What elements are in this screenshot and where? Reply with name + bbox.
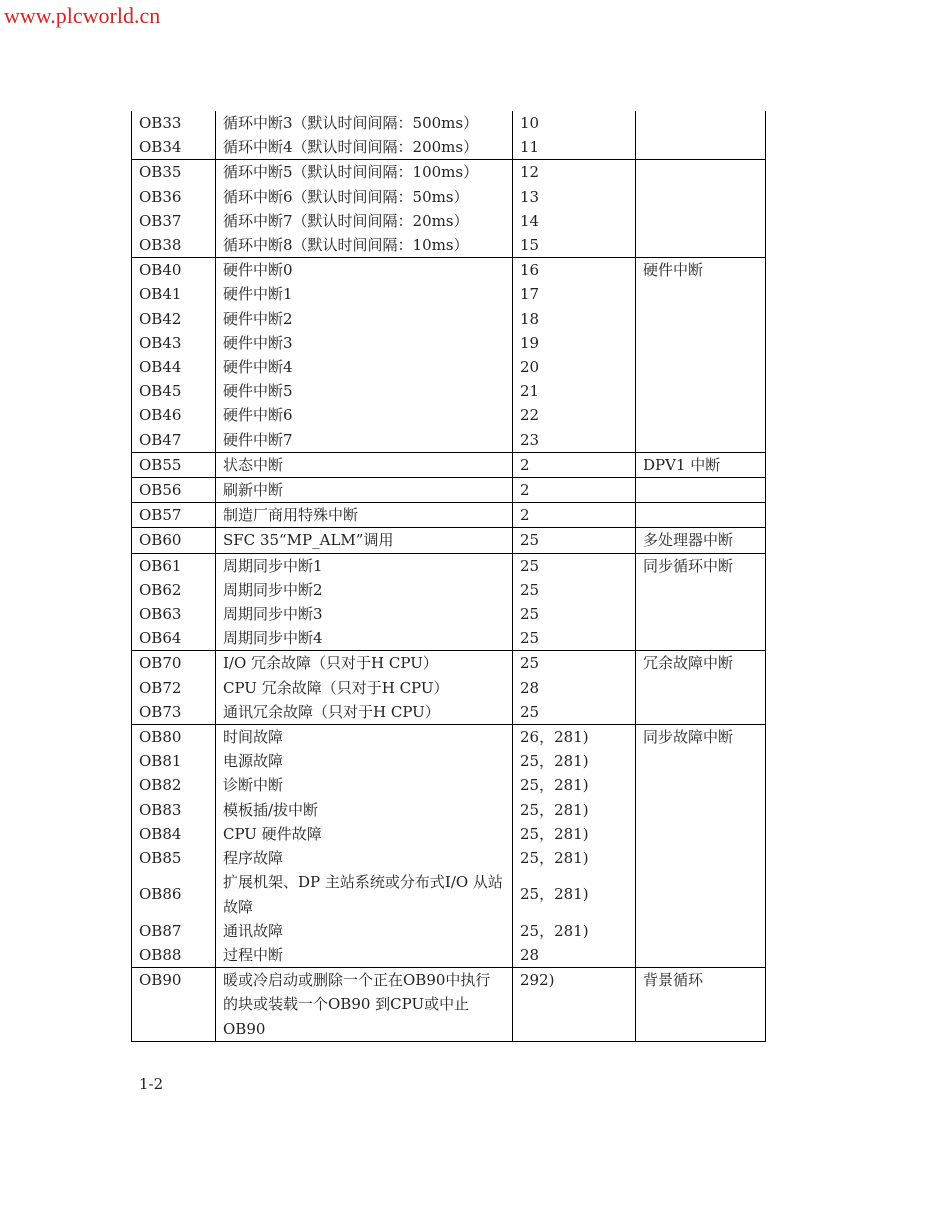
table-group (132, 258, 766, 453)
ob-number: OB64 (132, 626, 216, 651)
ob-description: 循环中断5（默认时间间隔：100ms） (216, 160, 513, 185)
ob-priority: 26，281) (513, 725, 636, 750)
ob-number: OB60 (132, 528, 216, 553)
table-row (132, 503, 766, 528)
ob-description: 时间故障 (216, 725, 513, 750)
page-number: 1-2 (139, 1075, 164, 1093)
table-group (132, 478, 766, 503)
table-group (132, 528, 766, 553)
ob-number: OB35 (132, 160, 216, 185)
ob-priority: 23 (513, 428, 636, 453)
ob-priority: 25 (513, 528, 636, 553)
ob-category (636, 478, 766, 503)
ob-priority: 14 (513, 209, 636, 233)
ob-number: OB81 (132, 749, 216, 773)
ob-description: 循环中断6（默认时间间隔：50ms） (216, 185, 513, 209)
table-group (132, 111, 766, 160)
ob-number: OB87 (132, 919, 216, 943)
ob-description: 周期同步中断1 (216, 553, 513, 578)
ob-description: 暖或冷启动或删除一个正在OB90中执行的块或装载一个OB90 到CPU或中止OB90 (216, 968, 513, 1042)
table-row (132, 725, 766, 750)
ob-category: 冗余故障中断 (636, 651, 766, 725)
ob-priority: 21 (513, 379, 636, 403)
ob-description: 循环中断3（默认时间间隔：500ms） (216, 111, 513, 135)
ob-description: 硬件中断2 (216, 307, 513, 331)
ob-number: OB57 (132, 503, 216, 528)
ob-description: CPU 硬件故障 (216, 822, 513, 846)
ob-number: OB47 (132, 428, 216, 453)
ob-description: 循环中断4（默认时间间隔：200ms） (216, 135, 513, 160)
ob-category: 同步故障中断 (636, 725, 766, 968)
ob-priority: 25 (513, 626, 636, 651)
ob-category (636, 503, 766, 528)
table-row (132, 258, 766, 283)
ob-number: OB36 (132, 185, 216, 209)
ob-priority: 15 (513, 233, 636, 258)
ob-number: OB40 (132, 258, 216, 283)
ob-priority: 2 (513, 503, 636, 528)
ob-priority: 25 (513, 651, 636, 676)
ob-number: OB83 (132, 798, 216, 822)
table-group (132, 160, 766, 258)
ob-description: 硬件中断4 (216, 355, 513, 379)
table-row (132, 452, 766, 477)
ob-priority: 25，281) (513, 870, 636, 918)
table-row (132, 478, 766, 503)
ob-description: 硬件中断3 (216, 331, 513, 355)
ob-description: 通讯故障 (216, 919, 513, 943)
ob-description: 硬件中断6 (216, 403, 513, 427)
ob-priority: 25，281) (513, 846, 636, 870)
table-group (132, 503, 766, 528)
watermark[interactable]: www.plcworld.cn (4, 3, 161, 28)
table-group (132, 651, 766, 725)
ob-description: 硬件中断0 (216, 258, 513, 283)
ob-number: OB45 (132, 379, 216, 403)
ob-description: 程序故障 (216, 846, 513, 870)
ob-category: 同步循环中断 (636, 553, 766, 651)
ob-number: OB34 (132, 135, 216, 160)
ob-priority: 28 (513, 943, 636, 968)
ob-description: 扩展机架、DP 主站系统或分布式I/O 从站故障 (216, 870, 513, 918)
ob-description: 硬件中断7 (216, 428, 513, 453)
ob-description: 模板插/拔中断 (216, 798, 513, 822)
ob-priority: 25，281) (513, 919, 636, 943)
ob-number: OB56 (132, 478, 216, 503)
ob-number: OB55 (132, 452, 216, 477)
ob-number: OB86 (132, 870, 216, 918)
ob-description: 过程中断 (216, 943, 513, 968)
ob-category: DPV1 中断 (636, 452, 766, 477)
table-row (132, 651, 766, 676)
ob-category: 多处理器中断 (636, 528, 766, 553)
ob-priority: 25，281) (513, 749, 636, 773)
ob-number: OB63 (132, 602, 216, 626)
ob-number: OB41 (132, 282, 216, 306)
ob-table (131, 111, 766, 1042)
ob-number: OB70 (132, 651, 216, 676)
ob-description: 诊断中断 (216, 773, 513, 797)
ob-number: OB61 (132, 553, 216, 578)
table-group (132, 968, 766, 1042)
ob-number: OB84 (132, 822, 216, 846)
ob-number: OB44 (132, 355, 216, 379)
ob-description: 循环中断7（默认时间间隔：20ms） (216, 209, 513, 233)
ob-priority: 25，281) (513, 798, 636, 822)
ob-description: 通讯冗余故障（只对于H CPU） (216, 700, 513, 725)
ob-priority: 22 (513, 403, 636, 427)
table-row (132, 968, 766, 1042)
ob-priority: 25 (513, 602, 636, 626)
ob-category: 硬件中断 (636, 258, 766, 453)
ob-number: OB73 (132, 700, 216, 725)
table-row (132, 553, 766, 578)
ob-category (636, 160, 766, 258)
ob-priority: 12 (513, 160, 636, 185)
ob-priority: 10 (513, 111, 636, 135)
ob-number: OB33 (132, 111, 216, 135)
ob-description: 电源故障 (216, 749, 513, 773)
ob-number: OB38 (132, 233, 216, 258)
ob-number: OB46 (132, 403, 216, 427)
ob-number: OB42 (132, 307, 216, 331)
ob-description: 循环中断8（默认时间间隔：10ms） (216, 233, 513, 258)
ob-description: 周期同步中断2 (216, 578, 513, 602)
table-row (132, 111, 766, 135)
ob-description: 制造厂商用特殊中断 (216, 503, 513, 528)
ob-number: OB85 (132, 846, 216, 870)
table-row (132, 528, 766, 553)
ob-description: 刷新中断 (216, 478, 513, 503)
ob-number: OB90 (132, 968, 216, 1042)
ob-description: 周期同步中断4 (216, 626, 513, 651)
ob-priority: 17 (513, 282, 636, 306)
ob-description: 状态中断 (216, 452, 513, 477)
ob-priority: 25，281) (513, 773, 636, 797)
ob-priority: 11 (513, 135, 636, 160)
ob-category: 背景循环 (636, 968, 766, 1042)
ob-priority: 16 (513, 258, 636, 283)
ob-priority: 20 (513, 355, 636, 379)
table-group (132, 452, 766, 477)
ob-priority: 2 (513, 452, 636, 477)
ob-priority: 2 (513, 478, 636, 503)
ob-description: CPU 冗余故障（只对于H CPU） (216, 676, 513, 700)
ob-priority: 292) (513, 968, 636, 1042)
ob-number: OB43 (132, 331, 216, 355)
ob-priority: 13 (513, 185, 636, 209)
ob-priority: 19 (513, 331, 636, 355)
table-row (132, 160, 766, 185)
ob-description: 硬件中断5 (216, 379, 513, 403)
ob-description: 周期同步中断3 (216, 602, 513, 626)
ob-number: OB37 (132, 209, 216, 233)
ob-priority: 25 (513, 700, 636, 725)
table-group (132, 553, 766, 651)
ob-description: I/O 冗余故障（只对于H CPU） (216, 651, 513, 676)
ob-category (636, 111, 766, 160)
table-group (132, 725, 766, 968)
ob-priority: 28 (513, 676, 636, 700)
ob-priority: 18 (513, 307, 636, 331)
ob-description: SFC 35“MP_ALM”调用 (216, 528, 513, 553)
ob-priority: 25，281) (513, 822, 636, 846)
ob-priority: 25 (513, 553, 636, 578)
ob-number: OB82 (132, 773, 216, 797)
ob-number: OB80 (132, 725, 216, 750)
ob-description: 硬件中断1 (216, 282, 513, 306)
ob-priority: 25 (513, 578, 636, 602)
ob-number: OB62 (132, 578, 216, 602)
ob-number: OB72 (132, 676, 216, 700)
ob-number: OB88 (132, 943, 216, 968)
